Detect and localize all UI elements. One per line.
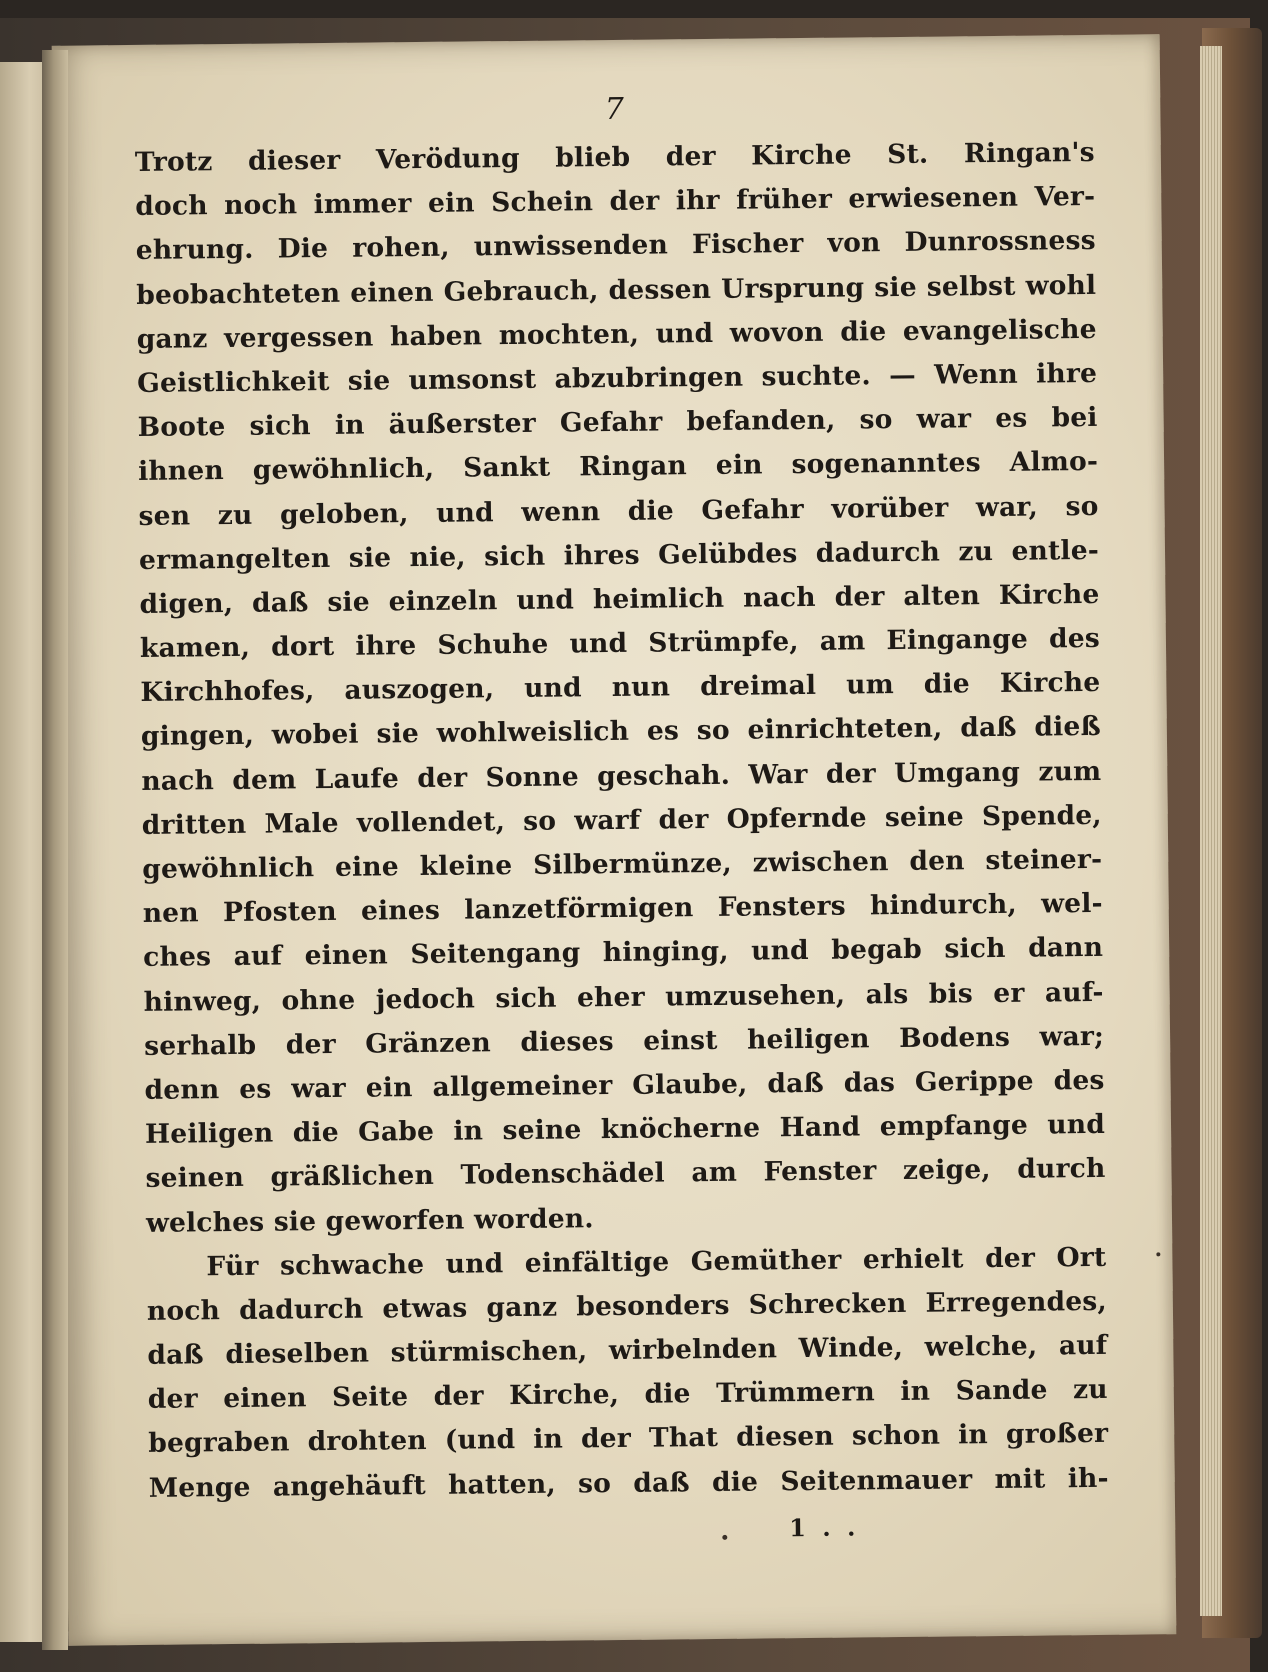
- text-line: daß dieselben stürmischen, wirbelnden Winde, welche, auf: [147, 1329, 1108, 1371]
- text-line: kamen, dort ihre Schuhe und Strümpfe, am Eingange des: [139, 622, 1101, 665]
- text-line: nach dem Laufe der Sonne geschah. War der Umgang zum: [141, 755, 1102, 797]
- page-number: 7: [604, 91, 625, 128]
- page-stack-edge: [1200, 46, 1222, 1616]
- text-line: doch noch immer ein Schein der ihr früher erwiesenen Ver-: [135, 181, 1096, 223]
- text-line: Geistlichkeit sie umsonst abzubringen suchte. — Wenn ihre: [137, 357, 1098, 399]
- text-line: hinweg, ohne jedoch sich eher umzusehen, als bis er auf-: [143, 976, 1104, 1018]
- text-line: nen Pfosten eines lanzetförmigen Fensters hindurch, wel-: [142, 888, 1103, 930]
- text-line: gingen, wobei sie wohlweislich es so einrichteten, daß dieß: [140, 711, 1102, 753]
- text-line: begraben drohten (und in der That diesen schon in großer: [148, 1418, 1109, 1460]
- paper-speck: [722, 1535, 727, 1540]
- text-line: noch dadurch etwas ganz besonders Schrecken Erregendes,: [146, 1285, 1108, 1327]
- text-line: dritten Male vollendet, so warf der Opfernde seine Spende,: [141, 799, 1102, 841]
- text-line: ehrung. Die rohen, unwissenden Fischer von Dunrossness: [135, 225, 1096, 267]
- text-line: digen, daß sie einzeln und heimlich nach der alten Kirche: [139, 578, 1100, 620]
- text-line: sen zu geloben, und wenn die Gefahr vorüber war, so: [138, 490, 1099, 532]
- paper-speck: [1156, 1252, 1160, 1256]
- text-line: Kirchhofes, auszogen, und nun dreimal um die Kirche: [140, 667, 1101, 709]
- text-line: der einen Seite der Kirche, die Trümmern in Sande zu: [147, 1374, 1108, 1416]
- signature-mark: 1 . .: [789, 1512, 860, 1543]
- text-line: ermangelten sie nie, sich ihres Gelübdes dadurch zu entle-: [138, 534, 1100, 576]
- page-text: [134, 83, 1109, 1553]
- text-line: ches auf einen Seitengang hinging, und begab sich dann: [143, 932, 1104, 974]
- text-line: Menge angehäuft hatten, so daß die Seitenmauer mit ih-: [148, 1462, 1109, 1504]
- book-gutter: [42, 50, 68, 1650]
- text-line: serhalb der Gränzen dieses einst heiligen Bodens war;: [143, 1020, 1105, 1062]
- text-line: beobachteten einen Gebrauch, dessen Ursprung sie selbst wohl: [136, 269, 1097, 311]
- text-line: Boote sich in äußerster Gefahr befanden, so war es bei: [137, 402, 1098, 444]
- text-line: Heiligen die Gabe in seine knöcherne Hand empfange und: [144, 1108, 1106, 1151]
- text-line: denn es war ein allgemeiner Glaube, daß das Gerippe des: [144, 1064, 1105, 1106]
- text-line: ihnen gewöhnlich, Sankt Ringan ein sogenanntes Almo-: [137, 446, 1099, 488]
- text-line: gewöhnlich eine kleine Silbermünze, zwischen den steiner-: [142, 843, 1103, 885]
- book-page: [52, 34, 1177, 1646]
- text-line: ganz vergessen haben mochten, und wovon die evangelische: [136, 313, 1097, 355]
- text-line: welches sie geworfen worden.: [145, 1202, 594, 1239]
- text-line: Trotz dieser Verödung blieb der Kirche St. Ringan's: [134, 136, 1095, 178]
- text-line: seinen gräßlichen Todenschädel am Fenster zeige, durch: [145, 1153, 1106, 1195]
- text-line: Für schwache und einfältige Gemüther erhielt der Ort: [206, 1241, 1107, 1282]
